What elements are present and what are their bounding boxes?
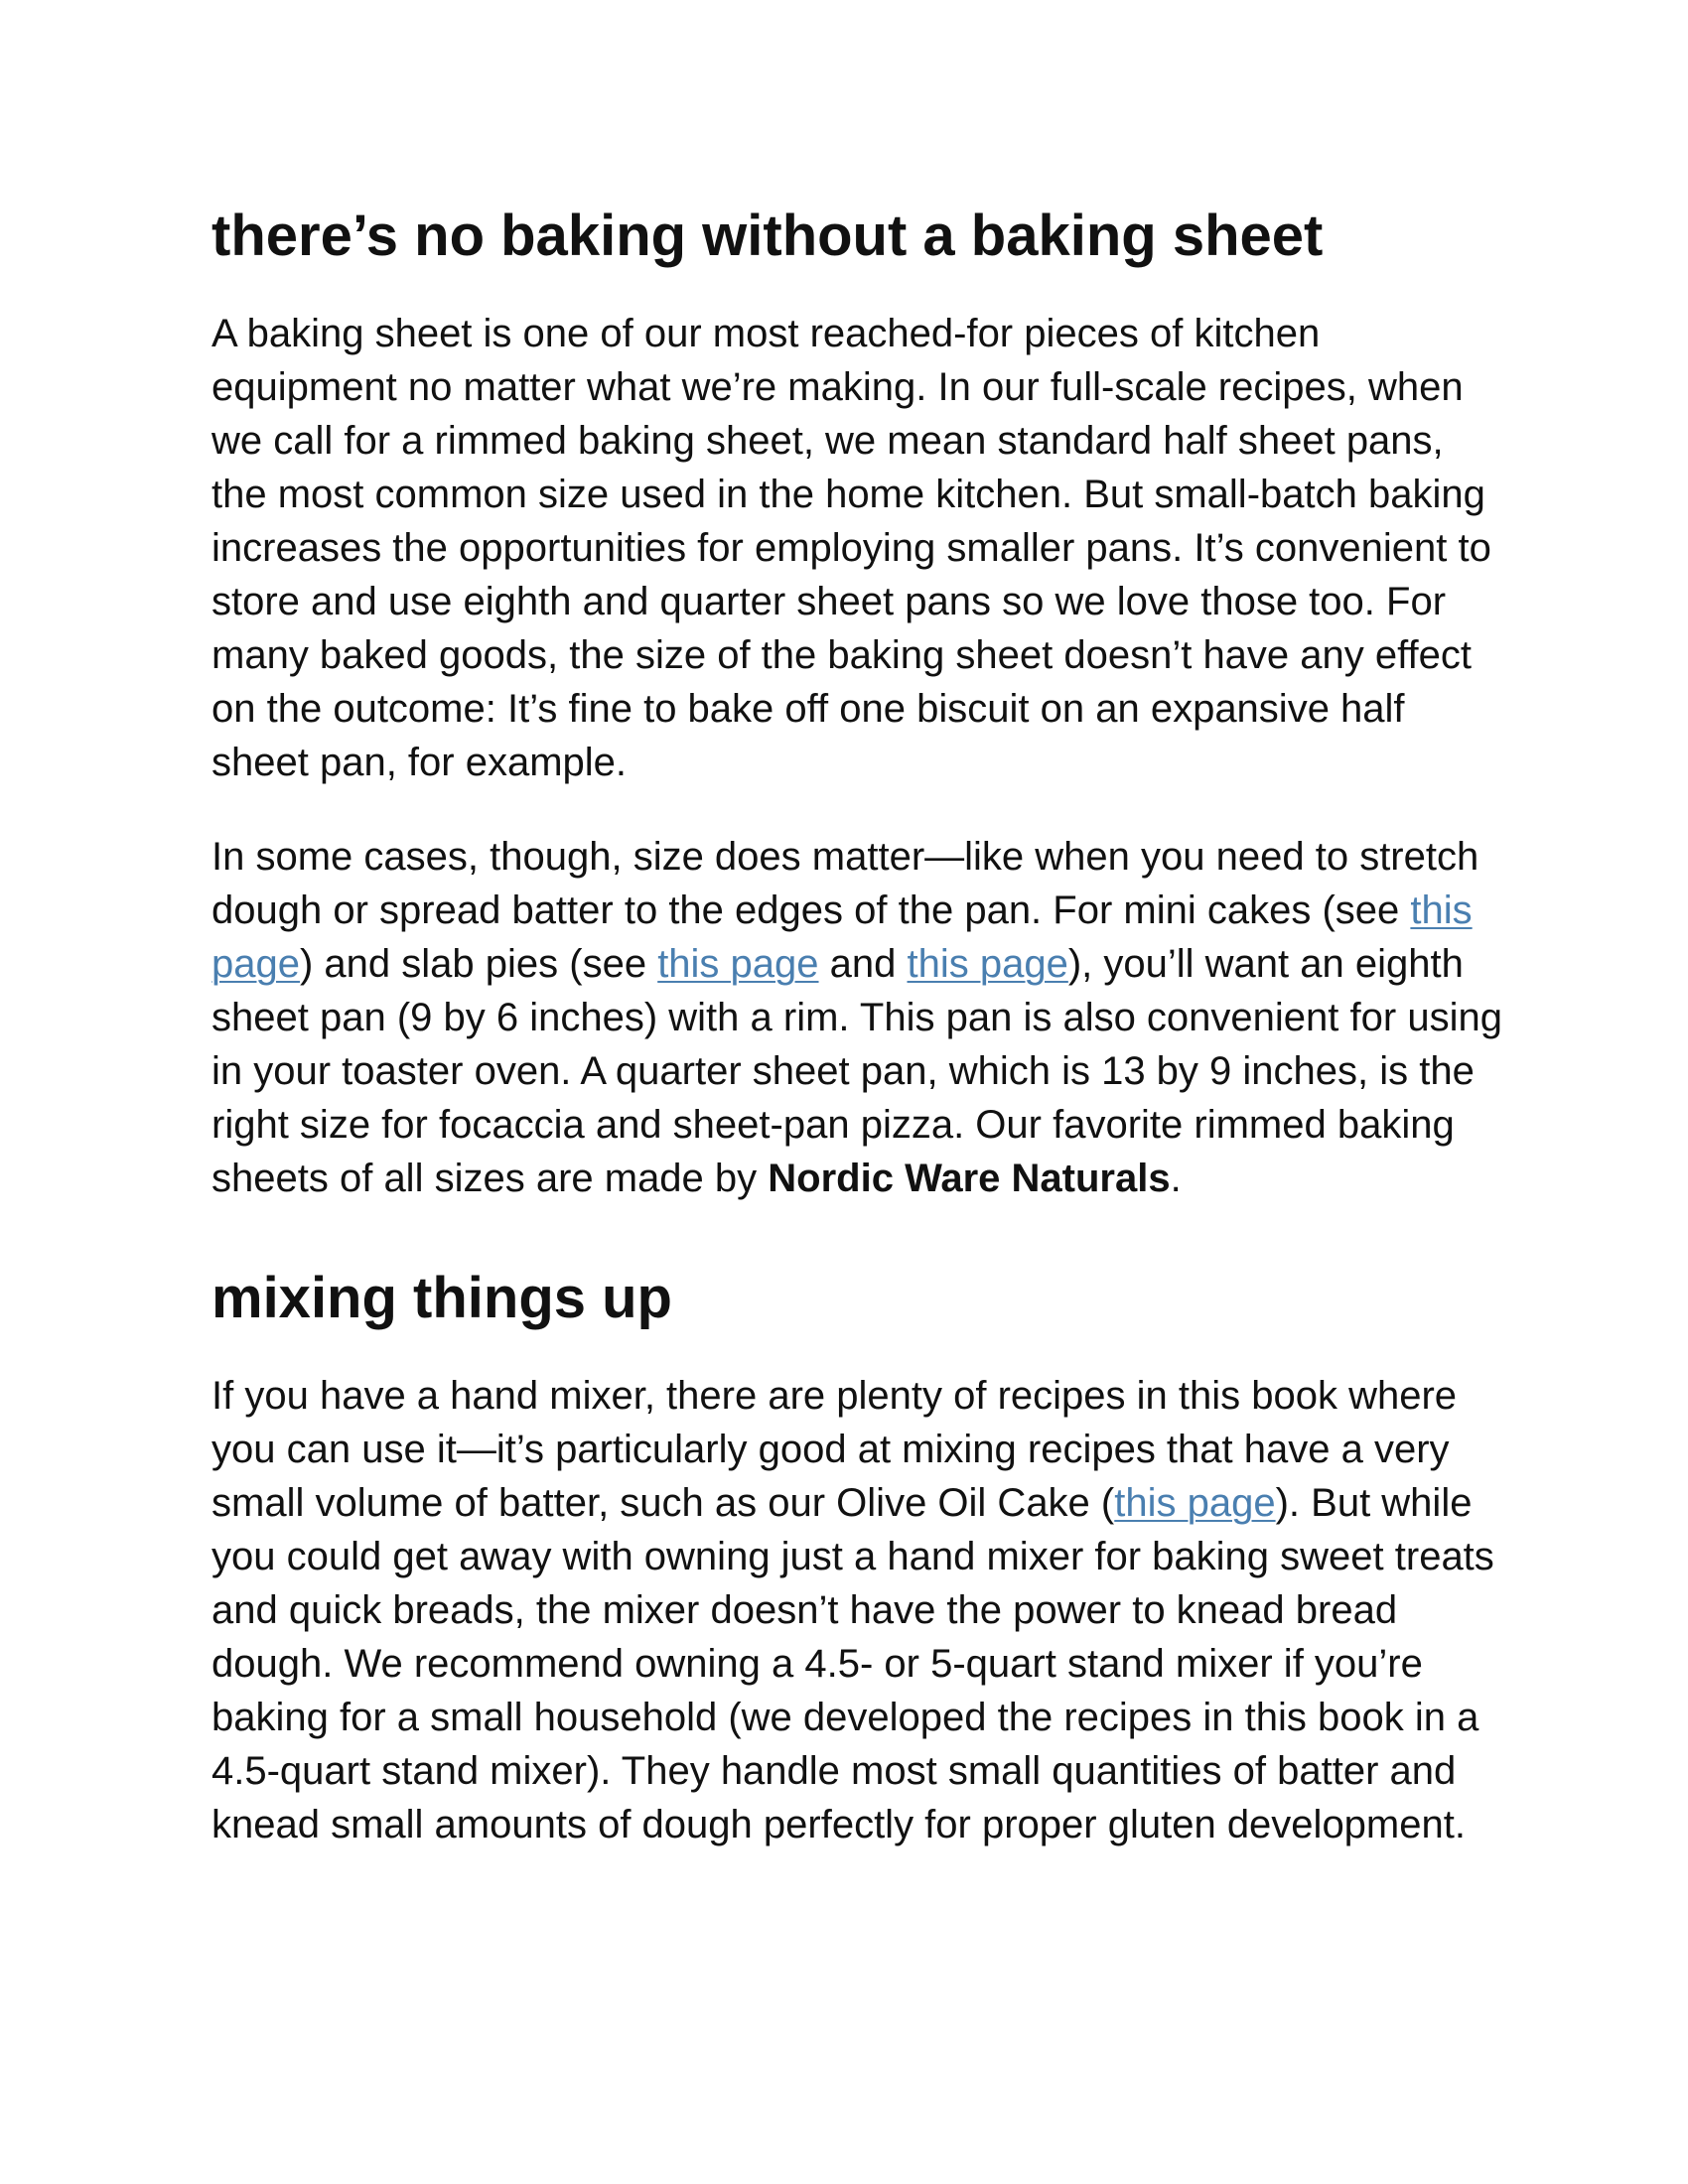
paragraph-mixers [211,1369,1502,1851]
mini-cakes-page-link[interactable]: this page [211,887,1473,986]
olive-oil-cake-page-link[interactable]: this page [1114,1481,1276,1526]
paragraph-text: ). But while you could get away with owning just a hand mixer for baking sweet treats and quick breads, the mixer doesn’t have the power to knead bread dough. We recommend owning a 4.5- or 5-quart stand mixer if you’re baking for a small household (we developed the recipes in this book in a 4.5-quart stand mixer). They handle most small quantities of batter and knead small amounts of dough perfectly for proper gluten development. [211,1481,1494,1847]
document-page [211,194,1502,1851]
paragraph-text: If you have a hand mixer, there are plenty of recipes in this book where you can use it—it’s particularly good at mixing recipes that have a very small volume of batter, such as our Olive Oil Cake ( [211,1374,1458,1526]
paragraph-baking-sheet-intro: A baking sheet is one of our most reached-for pieces of kitchen equipment no matter what we’re making. In our full-scale recipes, when we call for a rimmed baking sheet, we mean standard half sheet pans, the most common size used in the home kitchen. But small-batch baking increases the opportunities for employing smaller pans. It’s convenient to store and use eighth and quarter sheet pans so we love those too. For many baked goods, the size of the baking sheet doesn’t have any effect on the outcome: It’s fine to bake off one biscuit on an expansive half sheet pan, for example. [211,311,1491,784]
section-heading-mixing: mixing things up [211,1265,672,1330]
paragraph-text: and [818,941,908,986]
paragraph-text: . [1170,1156,1182,1200]
paragraph-pan-sizes [211,830,1502,1205]
paragraph-text: ), you’ll want an eighth sheet pan (9 by 6 inches) with a rim. This pan is also convenient for using in your toaster oven. A quarter sheet pan, which is 13 by 9 inches, is the right size for focaccia and sheet-pan pizza. Our favorite rimmed baking sheets of all sizes are made by [211,941,1502,1200]
brand-name: Nordic Ware Naturals [768,1156,1171,1200]
paragraph-text: ) and slab pies (see [299,941,658,986]
paragraph-text: In some cases, though, size does matter—like when you need to stretch dough or spread batter to the edges of the pan. For mini cakes (see [211,834,1479,932]
section-heading-baking-sheet: there’s no baking without a baking sheet [211,204,1324,268]
slab-pies-page-link-2[interactable]: this page [907,941,1068,986]
slab-pies-page-link-1[interactable]: this page [657,941,819,986]
